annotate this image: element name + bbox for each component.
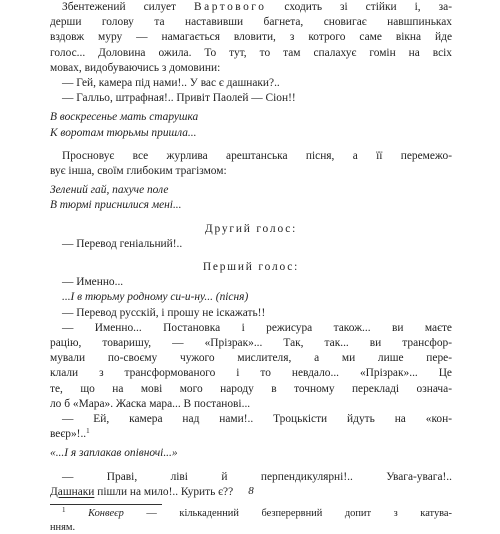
dialogue-line: — Праві, ліві й перпендикулярні!.. Увага-увага!..	[62, 470, 452, 483]
footnote-divider	[50, 504, 162, 505]
verse-line: В тюрмі приснилися мені...	[50, 199, 182, 212]
verse-line: К воротам тюрьмы пришла...	[50, 126, 197, 139]
text-line: вздовж муру — намагається вловити, з котрого саме вікна йде	[50, 31, 452, 44]
spaced-word: Вартового	[194, 1, 267, 13]
dialogue-line: веєр»!..$^1$	[50, 427, 90, 441]
song-line: ...І в тюрьму родному си-и-ну... (пісня)	[62, 291, 249, 304]
text-line: голос... Доловина ожила. То тут, то там спалахує гомін на всіх	[50, 46, 452, 59]
speaker-heading: Другий голос:	[204, 222, 298, 235]
speaker-heading: Перший голос:	[202, 261, 300, 274]
dialogue-line: Дашнаки пішли на мило!.. Курить є??	[50, 485, 234, 498]
dialogue-line: клали з трансформованого і то невдало... «Прізрак»... Це	[50, 367, 452, 380]
dialogue-line: те, що на мові мого народу в точному перекладі означа-	[50, 382, 452, 395]
dialogue-line: — Именно... Постановка і режисура також... ви маєте	[62, 321, 452, 334]
dialogue-line: — Ей, камера над нами!.. Троцькісти йдуть на «кон-	[62, 413, 452, 426]
dialogue-line: рацію, товаришу, — «Прізрак»... Так, так... ви трансфор-	[50, 337, 452, 350]
footnote: $^1$ Конвеєр — кількаденний безперервний допит з катува-	[62, 506, 452, 520]
footnote-marker: 1	[86, 427, 90, 436]
text-line: Збентежений силует Вартового сходить зі стійки і, за-	[62, 1, 452, 13]
dialogue-line: — Гей, камера під нами!.. У вас є дашнаки?..	[62, 77, 280, 90]
page-number: 8	[248, 485, 254, 497]
text-line: дерши голову та наставивши багнета, сновигає навшпиньках	[50, 16, 452, 29]
book-page	[50, 0, 452, 533]
verse-line: В воскресенье мать старушка	[50, 111, 199, 124]
text-line: Просновує все журлива арештанська пісня, а її перемежо-	[62, 149, 452, 162]
underlined-word: Дашнаки	[50, 485, 95, 498]
footnote: нням.	[50, 521, 76, 533]
verse-line: Зелений гай, пахуче поле	[50, 184, 169, 197]
dialogue-line: — Перевод геніальний!..	[62, 237, 183, 250]
text-line: мовах, видобуваючись з домовини:	[50, 61, 221, 74]
dialogue-line: — Именно...	[62, 276, 124, 289]
dialogue-line: — Галльо, штрафная!.. Привіт Паолей — Сіон!!	[62, 92, 296, 105]
text-line: вує інша, своїм глибоким трагізмом:	[50, 165, 227, 178]
song-line: «...І я заплакав опівночі...»	[50, 447, 178, 460]
dialogue-line: мували по-своєму чужого мислителя, а ми лише пере-	[50, 352, 452, 365]
footnote-number: 1	[62, 506, 66, 515]
dialogue-line: — Перевод русскій, і прошу не іскажать!!	[62, 306, 266, 319]
dialogue-line: ло б «Мара». Жаска мара... В постанові...	[50, 397, 251, 410]
